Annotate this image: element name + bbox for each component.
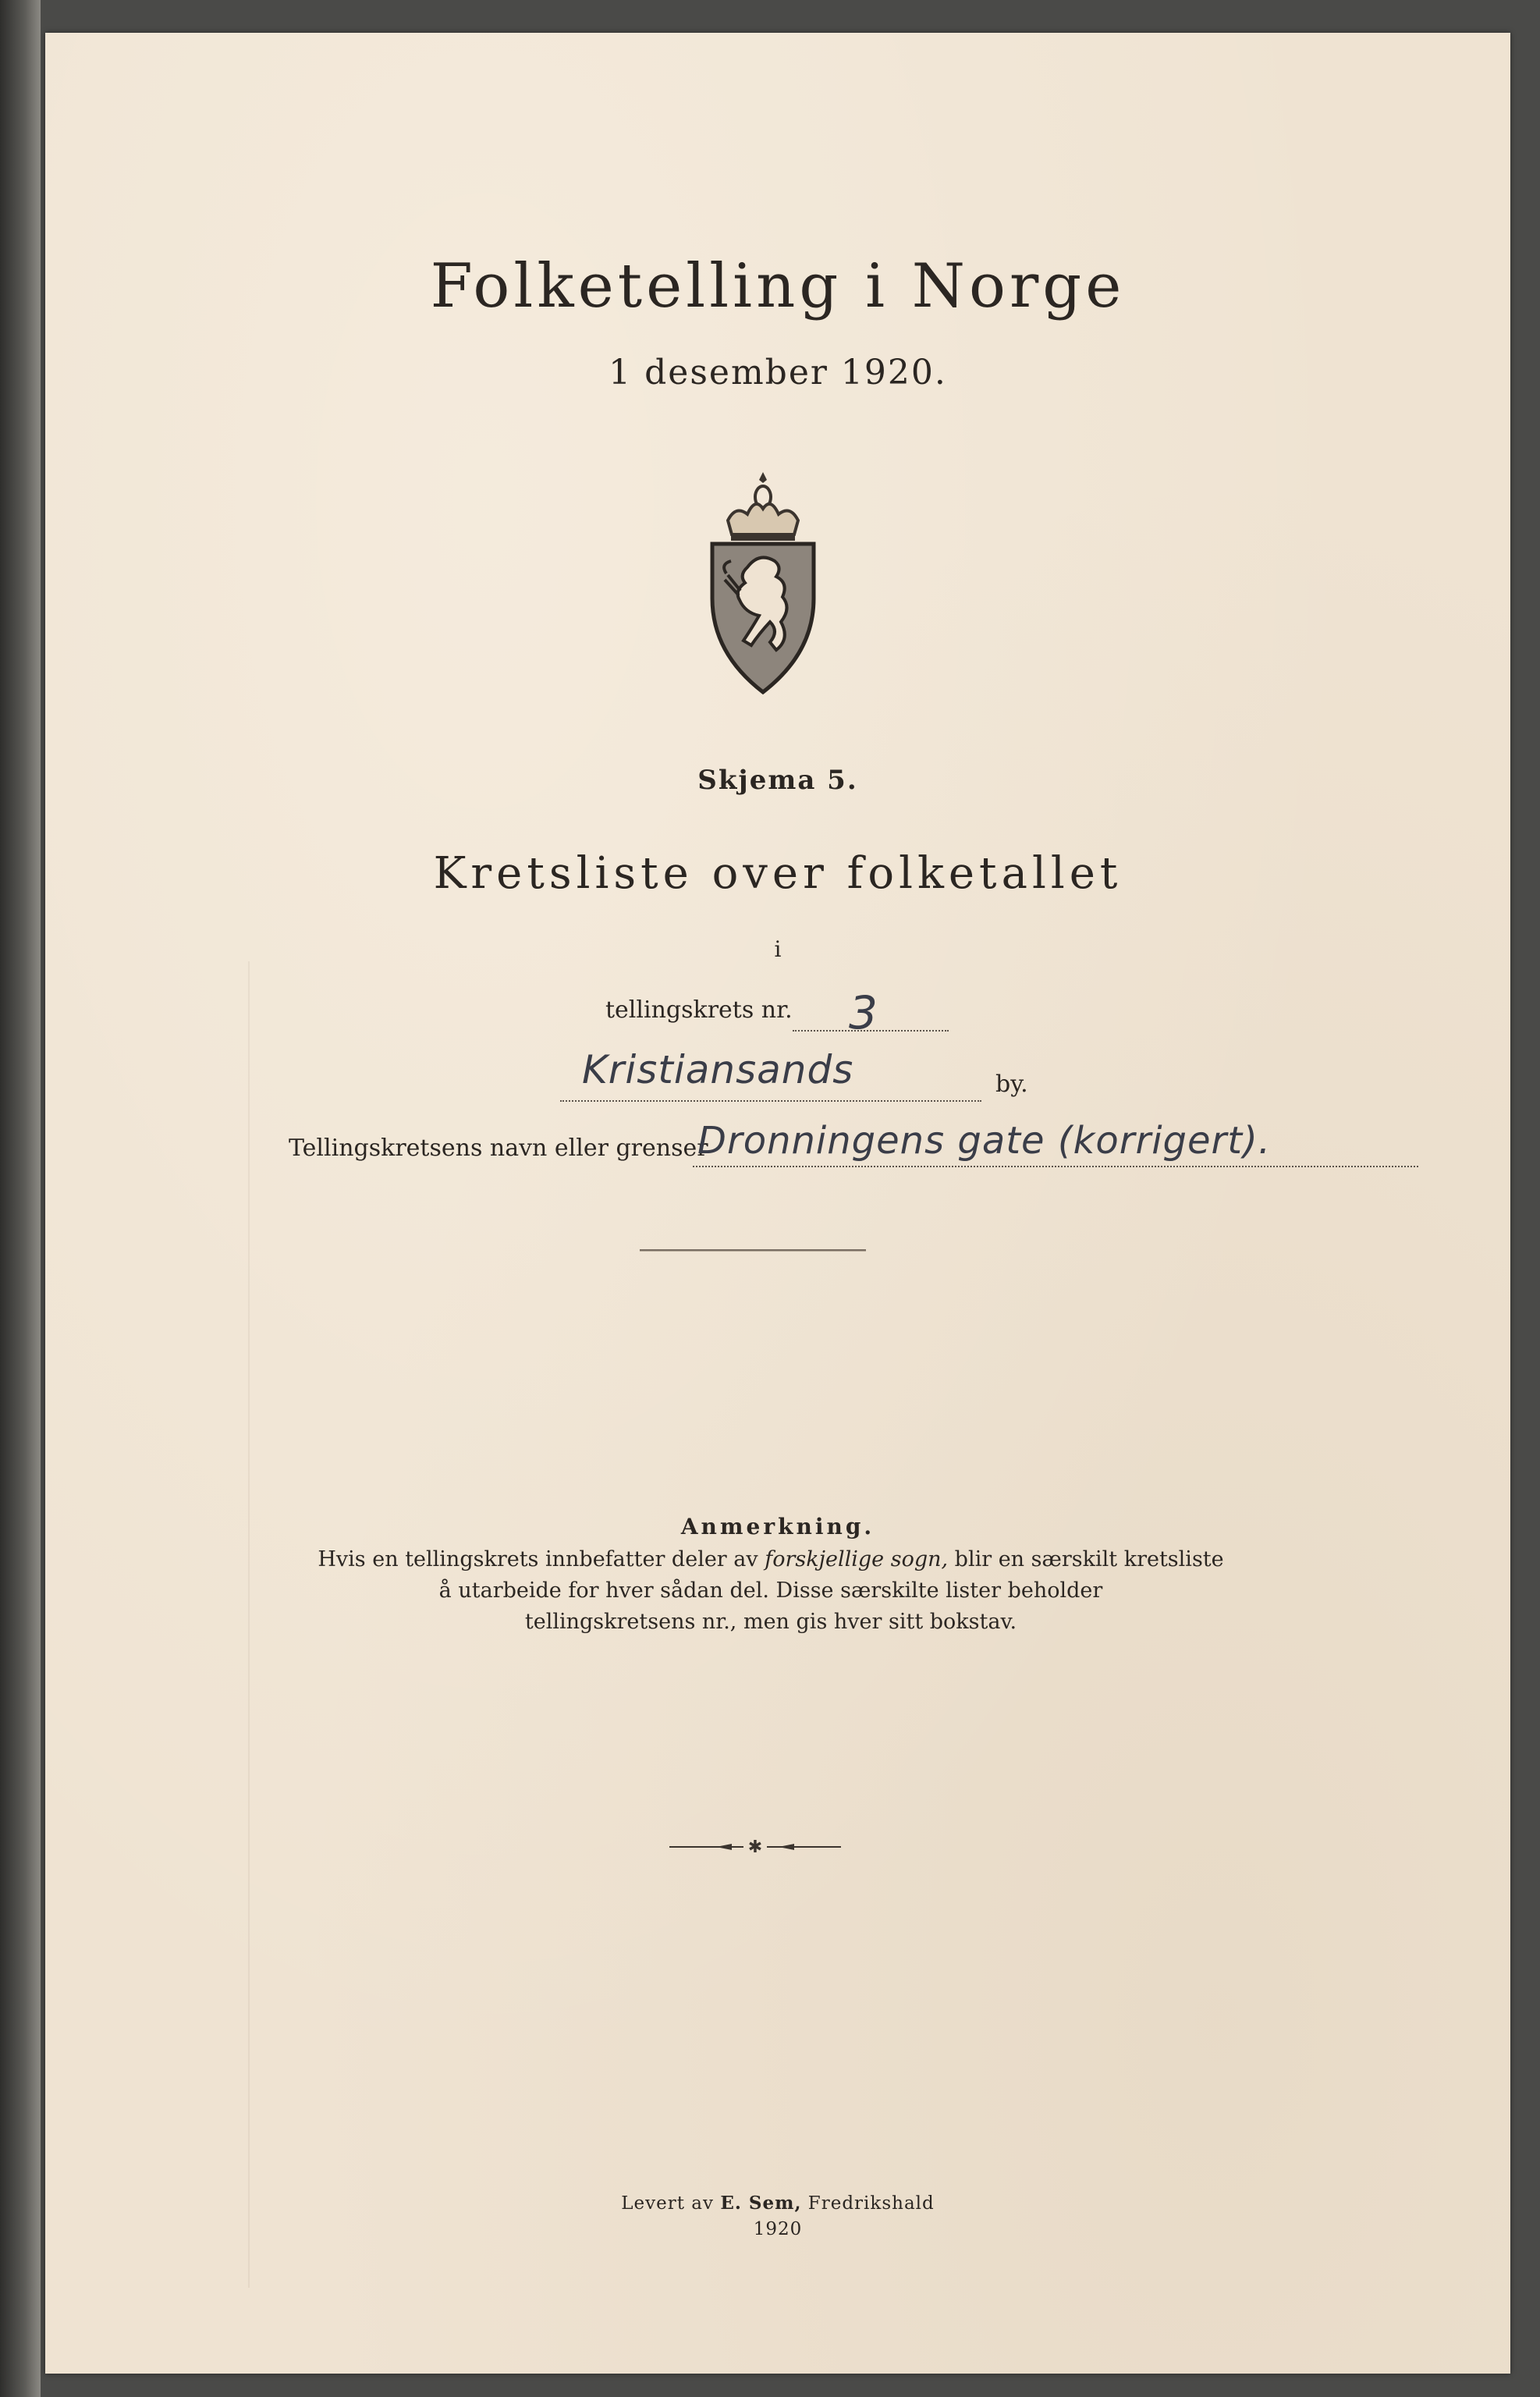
- ornament-divider-icon: [669, 1835, 841, 1859]
- preposition-text: i: [774, 936, 782, 962]
- district-label: tellingskrets nr.: [605, 996, 793, 1024]
- remark-text: [279, 1544, 1262, 1638]
- boundary-field[interactable]: Dronningens gate (korrigert).: [697, 1119, 1272, 1163]
- remark-line-2: å utarbeide for hver sådan del. Disse særskilte lister beholder: [438, 1578, 1103, 1603]
- remark-line-1-end: blir en særskilt kretsliste: [948, 1547, 1224, 1571]
- schema-number: Skjema 5.: [697, 765, 858, 796]
- census-form-page: [45, 33, 1510, 2374]
- remark-line-1: [279, 1544, 1262, 1575]
- section-divider: [640, 1249, 866, 1252]
- city-suffix: by.: [995, 1071, 1028, 1098]
- district-field[interactable]: 3: [849, 986, 878, 1039]
- scanner-edge: [0, 0, 41, 2397]
- form-date: 1 desember 1920.: [609, 353, 947, 392]
- remark-line-3: tellingskretsens nr., men gis hver sitt bokstav.: [524, 1610, 1017, 1634]
- printer-name: E. Sem,: [720, 2193, 802, 2214]
- remark-line-1-emphasis: forskjellige sogn,: [765, 1547, 949, 1571]
- printer-place: Fredrikshald: [801, 2193, 935, 2214]
- city-field[interactable]: Kristiansands: [582, 1047, 854, 1092]
- form-title: Folketelling i Norge: [430, 251, 1126, 321]
- printer-prefix: Levert av: [621, 2193, 721, 2214]
- remark-line-1-start: Hvis en tellingskrets innbefatter deler av: [318, 1547, 765, 1571]
- form-subtitle: Kretsliste over folketallet: [433, 848, 1123, 899]
- svg-text:✱: ✱: [747, 1838, 763, 1857]
- boundary-label: Tellingskretsens navn eller grenser: [289, 1135, 708, 1162]
- print-year: 1920: [753, 2219, 803, 2239]
- printer-credit: [45, 2193, 1510, 2214]
- remark-heading: Anmerkning.: [680, 1514, 875, 1539]
- norwegian-lion-crest-icon: [704, 466, 821, 700]
